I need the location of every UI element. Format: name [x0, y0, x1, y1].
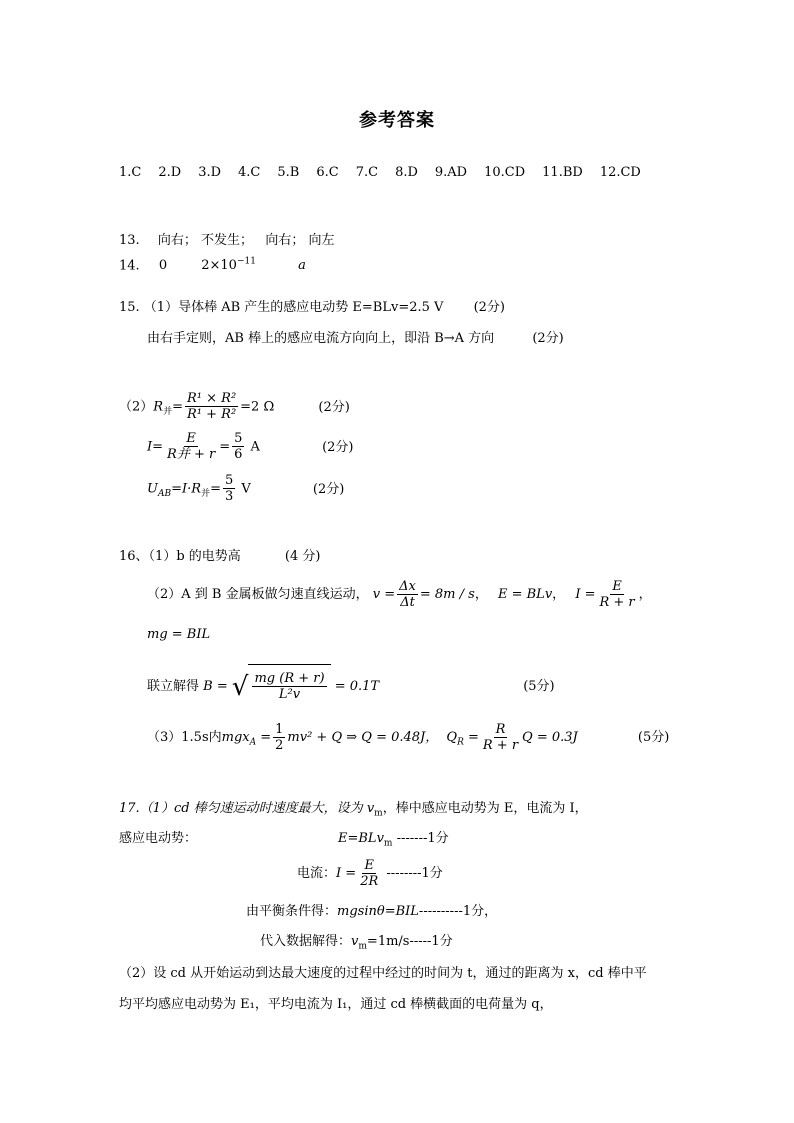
q17-emf-score: -------1分: [396, 831, 449, 846]
q15-voltage-eq: $U_{AB}=I\cdot R_并=$ $\frac{5}{3}$ V (2分): [147, 473, 345, 504]
q16-qr-symbol: Q: [446, 730, 458, 745]
q15-i-unit: A: [250, 439, 260, 455]
q17-emf-sub: m: [383, 838, 393, 849]
q16-qr-den: R + r: [482, 737, 519, 753]
q17-current-label: 电流：: [297, 866, 337, 881]
q15-i-denominator: R并 + r: [167, 447, 216, 462]
q17-balance-label: 由平衡条件得：: [246, 904, 338, 919]
q16-solve-label: 联立解得: [147, 679, 200, 694]
q17-current-lhs: I =: [336, 866, 357, 881]
q15-r-fraction: [185, 392, 238, 422]
q16-b-result: = 0.1T: [334, 679, 380, 694]
q16-v-result: = 8m / s: [419, 587, 475, 602]
q16-v-fraction: [397, 580, 418, 610]
q17-current-den: 2R: [360, 873, 379, 889]
q16-half-den: 2: [275, 737, 284, 753]
q17-emf-eq: [338, 831, 449, 852]
mc-answer: 1.C: [119, 165, 142, 180]
q17-substitute-label: 代入数据解得：: [260, 934, 352, 949]
q16-part3-lhs-sub: A: [249, 737, 257, 748]
q17-substitute-sub: m: [358, 941, 367, 952]
q15-u-unit: V: [241, 481, 251, 497]
q14-number: 14.: [119, 258, 140, 274]
q15-part1-text: 15. （1）导体棒 AB 产生的感应电动势 E=BLv=2.5 V: [119, 300, 444, 315]
q17-part1-rest: ，棒中感应电动势为 E，电流为 I，: [382, 801, 588, 816]
page-title: 参考答案: [359, 110, 435, 131]
q15-part1-score: (2分): [473, 300, 505, 315]
q15-i-numerator: E: [186, 431, 196, 446]
q17-line-1: [119, 801, 588, 822]
mc-answer: 3.D: [198, 165, 222, 180]
q16-solve-eq: 联立解得 B = √ $\frac{mg (R + r)}{\text{L²v}}$ = 0.1T (5分): [147, 664, 555, 709]
mc-answer: 4.C: [238, 165, 261, 180]
q14-line: [119, 254, 306, 274]
q15-part2-label: （2）: [119, 399, 154, 415]
q15-i-value-fraction: [232, 432, 244, 462]
q16-v-num: Δx: [399, 578, 416, 594]
mc-answer: 5.B: [277, 165, 300, 180]
q15-u-sub: AB: [157, 489, 172, 500]
mc-answer: 10.CD: [484, 165, 526, 180]
q16-force-eq: mg = BIL: [147, 627, 211, 642]
q17-emf-formula: E=BLv: [338, 831, 384, 846]
q17-part1-text: 17.（1）cd 棒匀速运动时速度最大，设为 v: [119, 801, 375, 816]
q16-i-den: R + r: [599, 594, 635, 610]
q16-v-den: Δt: [400, 594, 415, 610]
q15-r-denominator: R¹ + R²: [187, 407, 237, 422]
q14-answer-1: 0: [158, 258, 168, 274]
mc-answer: 9.AD: [434, 165, 468, 180]
q15-resistance-eq: $(2)R_并=$ $\frac{\text{R¹ × R²}}{\text{R¹ + R²}}$ =2 Ω (2分): [119, 391, 350, 422]
q15-r-numerator: R¹ × R²: [187, 391, 237, 406]
q15-i-value-den: 6: [234, 447, 243, 462]
q15-i-fraction: [165, 432, 217, 462]
q16-part3-lhs: mgx: [221, 730, 250, 745]
q16-sqrt: √ $\frac{mg (R + r)}{\text{L²v}}$: [232, 664, 331, 709]
q15-u-fraction: [223, 474, 235, 504]
q15-line-2: [147, 331, 564, 347]
q15-u-num: 5: [224, 473, 234, 488]
q17-substitute-score: -----1分: [409, 934, 453, 949]
q15-direction-text: 由右手定则，AB 棒上的感应电流方向向上，即沿 B→A 方向: [147, 331, 495, 346]
q15-i-value-num: 5: [234, 431, 243, 446]
q17-substitute-v: v: [351, 934, 359, 949]
q15-i-lhs: I=: [147, 439, 164, 455]
q16-part3-score: (5分): [637, 730, 670, 745]
q16-part2-eq: （2）A 到 B 金属板做匀速直线运动， v = $\frac{\Delta x}{\Delta t}$ = 8m / s， E = BLv， I = $\frac{E}{R + r}$ ，: [147, 578, 652, 610]
q17-substitute-eq: [260, 934, 453, 955]
q16-part1-score: (4 分): [284, 549, 321, 564]
q17-current-num: E: [364, 857, 374, 873]
q17-part2-line-1: （2）设 cd 从开始运动到达最大速度的过程中经过的时间为 t，通过的距离为 x，cd 棒中平: [119, 966, 647, 981]
q16-line-1: [119, 549, 320, 565]
q16-qr-sub: R: [457, 737, 464, 748]
mc-answer: 2.D: [158, 165, 182, 180]
q15-current-eq: I= $\frac{E}{\text{R并 + r}}$ = $\frac{5}{6}$ A (2分): [147, 431, 354, 462]
mc-answer-row: [119, 165, 658, 181]
mc-answer: 12.CD: [599, 165, 641, 180]
q15-direction-score: (2分): [532, 331, 564, 346]
q15-r-score: (2分): [318, 399, 350, 415]
q14-answer-3: a: [298, 258, 306, 274]
q16-half-num: 1: [275, 721, 284, 737]
q16-i-num: E: [612, 578, 622, 594]
q16-part3-eq: （3）1.5s内mgx$_A$ = $\frac{1}{2}$ mv² + Q ⇒ Q = 0.48J， $Q_R$ = $\frac{R}{R + r}$ Q = 0.3J (5分): [147, 721, 670, 753]
q15-r-sub: 并: [163, 407, 173, 418]
q13-answer: 向右； 不发生； 向右； 向左: [157, 233, 335, 248]
mc-answer: 6.C: [316, 165, 339, 180]
q17-current-score: --------1分: [386, 866, 443, 881]
q16-b-fraction: [252, 672, 326, 702]
q16-i-fraction: [597, 580, 636, 610]
q16-solve-score: (5分): [523, 679, 555, 694]
q15-i-score: (2分): [322, 439, 354, 455]
q17-substitute-rest: =1m/s: [366, 934, 410, 949]
q15-u-symbol: U: [147, 481, 158, 497]
q17-balance-formula: mgsinθ=BIL: [337, 904, 419, 919]
q16-b-den: L²v: [278, 686, 301, 702]
q17-balance-score: ----------1分，: [418, 904, 498, 919]
q16-qr-fraction: [481, 723, 520, 753]
q14-answer-2: $2\times 10^{-11}$: [201, 257, 256, 274]
q17-balance-eq: [246, 904, 497, 920]
q13-line: [119, 233, 335, 249]
q16-part1-text: 16、（1）b 的电势高: [119, 549, 241, 564]
q17-emf-label: 感应电动势：: [119, 831, 198, 846]
q15-u-mid: =I·R: [171, 481, 202, 497]
q13-number: 13.: [119, 233, 140, 248]
q16-part2-text: （2）A 到 B 金属板做匀速直线运动，: [147, 587, 369, 602]
q16-qr-num: R: [495, 721, 506, 737]
q16-part3-label: （3）1.5s内: [147, 730, 222, 745]
q15-r-result: =2 Ω: [240, 399, 275, 415]
q16-b-num: mg (R + r): [254, 670, 325, 686]
q15-u-den: 3: [224, 489, 234, 504]
q17-current-fraction: [358, 859, 380, 889]
q16-qr-result: Q = 0.3J: [522, 730, 578, 745]
mc-answer: 11.BD: [542, 165, 583, 180]
q16-part3-rhs: mv² + Q ⇒ Q = 0.48J，: [287, 730, 439, 745]
mc-answer: 7.C: [355, 165, 379, 180]
q15-r-symbol: R: [153, 399, 164, 415]
q17-current-eq: [297, 857, 443, 891]
mc-answer: 8.D: [395, 165, 418, 180]
q17-part2-line-2: 均平均感应电动势为 E₁，平均电流为 I₁，通过 cd 棒横截面的电荷量为 q，: [119, 997, 553, 1012]
q15-line-1: [119, 300, 505, 316]
q16-half-fraction: [273, 723, 285, 753]
q17-part1-sub: m: [374, 808, 383, 819]
q15-u-score: (2分): [312, 481, 345, 497]
q16-emf-eq: E = BLv: [497, 587, 553, 602]
